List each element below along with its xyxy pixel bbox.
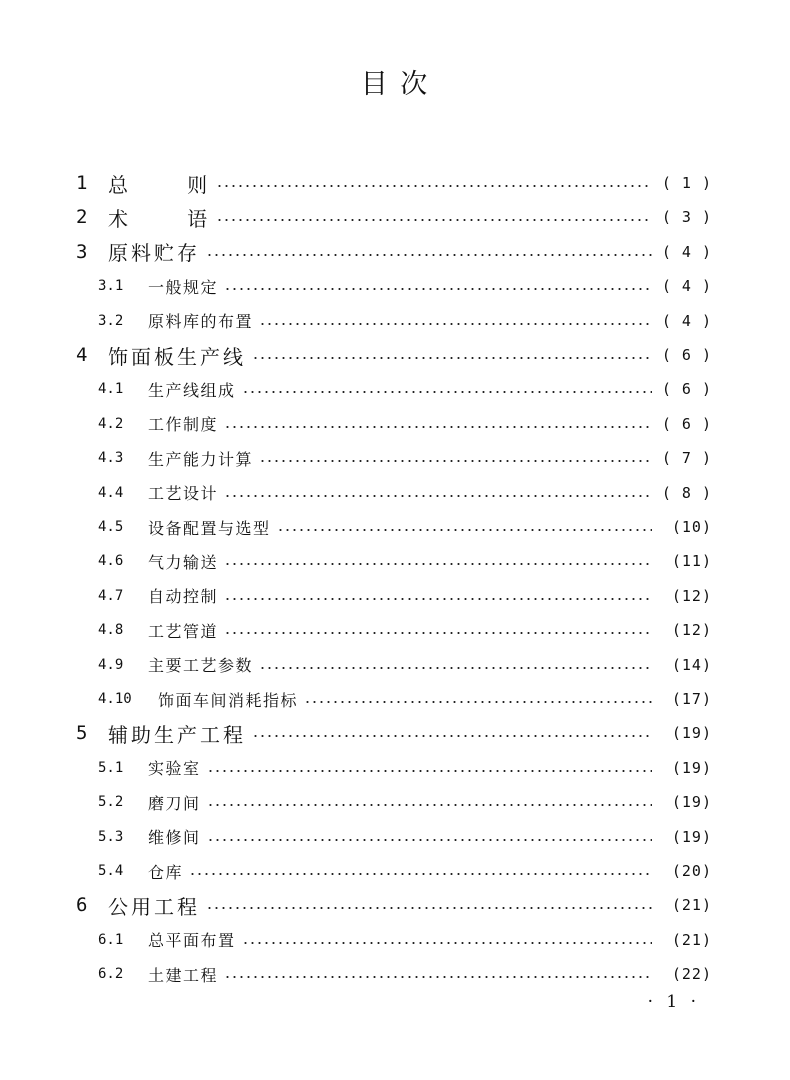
toc-entry[interactable]	[0, 785, 790, 819]
entry-title: 术 语	[108, 203, 214, 232]
entry-title: 生产线组成	[148, 378, 240, 401]
toc-entry[interactable]	[0, 476, 790, 510]
dot-leader	[277, 529, 652, 531]
entry-page-number: ( 4 )	[661, 311, 712, 330]
entry-number: 4.2	[98, 415, 124, 432]
dot-leader	[207, 804, 652, 806]
entry-page-number: (12)	[671, 586, 712, 605]
entry-number: 3.2	[98, 312, 124, 329]
entry-number: 5	[76, 722, 88, 745]
entry-page-number: (21)	[671, 896, 712, 915]
dot-leader	[304, 701, 652, 703]
entry-title: 土建工程	[148, 963, 222, 986]
entry-page-number: (21)	[671, 930, 712, 949]
entry-page-number: (11)	[671, 552, 712, 571]
entry-title: 设备配置与选型	[148, 516, 275, 539]
entry-page-number: (22)	[671, 965, 712, 984]
toc-entry[interactable]	[0, 923, 790, 957]
entry-title: 实验室	[148, 756, 205, 779]
dot-leader	[259, 460, 652, 462]
entry-title: 饰面板生产线	[108, 341, 250, 370]
dot-leader	[252, 735, 652, 737]
dot-leader	[224, 426, 652, 428]
entry-number: 1	[76, 172, 88, 194]
dot-leader	[206, 907, 652, 909]
toc-entry[interactable]	[0, 854, 790, 888]
entry-number: 4.9	[98, 656, 124, 673]
entry-number: 4.8	[98, 622, 124, 639]
entry-number: 4.7	[98, 587, 124, 604]
entry-page-number: ( 4 )	[661, 242, 712, 261]
entry-title: 工艺设计	[148, 481, 222, 504]
entry-number: 5.2	[98, 794, 124, 811]
dot-leader	[242, 942, 652, 944]
entry-number: 5.4	[98, 863, 124, 879]
dot-leader	[224, 976, 652, 978]
dot-leader	[206, 254, 652, 256]
entry-number: 2	[76, 206, 88, 229]
toc-entry[interactable]	[0, 510, 790, 544]
toc-entry[interactable]	[0, 269, 790, 303]
entry-page-number: (19)	[671, 827, 712, 846]
entry-page-number: ( 6 )	[661, 380, 712, 399]
page-number: · 1 ·	[647, 992, 700, 1012]
dot-leader	[216, 185, 652, 187]
entry-title: 总 则	[108, 169, 214, 198]
dot-leader	[189, 873, 652, 875]
entry-title: 维修间	[148, 825, 205, 848]
toc-entry[interactable]	[0, 544, 790, 578]
entry-page-number: (14)	[671, 655, 712, 674]
dot-leader	[207, 770, 652, 772]
entry-page-number: (19)	[671, 724, 712, 743]
entry-title: 工作制度	[148, 412, 222, 435]
toc-entry[interactable]	[0, 888, 790, 922]
toc-entry[interactable]	[0, 957, 790, 991]
dot-leader	[224, 563, 652, 565]
toc-entry[interactable]	[0, 751, 790, 785]
entry-number: 4.4	[98, 484, 124, 501]
entry-number: 4.5	[98, 519, 124, 535]
entry-title: 一般规定	[148, 275, 222, 298]
entry-page-number: ( 1 )	[661, 174, 712, 192]
entry-title: 公用工程	[108, 891, 204, 920]
entry-page-number: ( 6 )	[661, 346, 712, 364]
toc-entry[interactable]	[0, 407, 790, 441]
entry-number: 5.3	[98, 828, 124, 845]
entry-title: 主要工艺参数	[148, 653, 257, 676]
entry-title: 生产能力计算	[148, 447, 257, 470]
toc-entry[interactable]	[0, 200, 790, 234]
dot-leader	[242, 391, 652, 393]
entry-page-number: ( 6 )	[661, 414, 712, 433]
dot-leader	[224, 495, 652, 497]
toc-entry[interactable]	[0, 613, 790, 647]
entry-number: 4.3	[98, 450, 124, 467]
toc-entry[interactable]	[0, 579, 790, 613]
entry-page-number: ( 4 )	[661, 277, 712, 296]
entry-page-number: (12)	[671, 621, 712, 640]
entry-number: 4.10	[98, 691, 132, 707]
entry-title: 辅助生产工程	[108, 719, 250, 748]
toc-entry[interactable]	[0, 441, 790, 475]
entry-page-number: (10)	[671, 518, 712, 536]
entry-number: 6.1	[98, 931, 124, 948]
entry-number: 4.1	[98, 381, 124, 398]
toc-entry[interactable]	[0, 338, 790, 372]
entry-title: 总平面布置	[148, 928, 240, 951]
toc-entry[interactable]	[0, 648, 790, 682]
entry-number: 6.2	[98, 966, 124, 983]
entry-page-number: (20)	[671, 862, 712, 880]
entry-page-number: ( 8 )	[661, 483, 712, 502]
entry-number: 3	[76, 240, 88, 263]
entry-page-number: (17)	[671, 690, 712, 708]
toc-entry[interactable]	[0, 682, 790, 716]
dot-leader	[224, 288, 652, 290]
entry-number: 5.1	[98, 759, 124, 776]
dot-leader	[252, 357, 652, 359]
entry-title: 自动控制	[148, 584, 222, 607]
entry-title: 气力输送	[148, 550, 222, 573]
entry-page-number: (19)	[671, 793, 712, 812]
toc-entry[interactable]	[0, 166, 790, 200]
dot-leader	[259, 323, 652, 325]
entry-title: 原料贮存	[108, 237, 204, 266]
page-title: 目 次	[360, 69, 430, 100]
entry-title: 仓库	[148, 860, 187, 883]
entry-title: 饰面车间消耗指标	[158, 688, 302, 711]
dot-leader	[224, 598, 652, 600]
entry-page-number: ( 7 )	[661, 449, 712, 468]
toc-entry[interactable]	[0, 304, 790, 338]
dot-leader	[216, 219, 652, 221]
entry-number: 4	[76, 344, 88, 366]
entry-number: 4.6	[98, 553, 124, 570]
entry-title: 磨刀间	[148, 791, 205, 814]
toc-entry[interactable]	[0, 716, 790, 750]
entry-page-number: ( 3 )	[661, 208, 712, 227]
entry-title: 原料库的布置	[148, 309, 257, 332]
toc-entry[interactable]	[0, 820, 790, 854]
dot-leader	[224, 632, 652, 634]
entry-page-number: (19)	[671, 758, 712, 777]
dot-leader	[259, 667, 652, 669]
dot-leader	[207, 839, 652, 841]
entry-number: 3.1	[98, 278, 124, 295]
toc-entry[interactable]	[0, 235, 790, 269]
toc-entry[interactable]	[0, 372, 790, 406]
entry-number: 6	[76, 894, 88, 917]
entry-title: 工艺管道	[148, 619, 222, 642]
